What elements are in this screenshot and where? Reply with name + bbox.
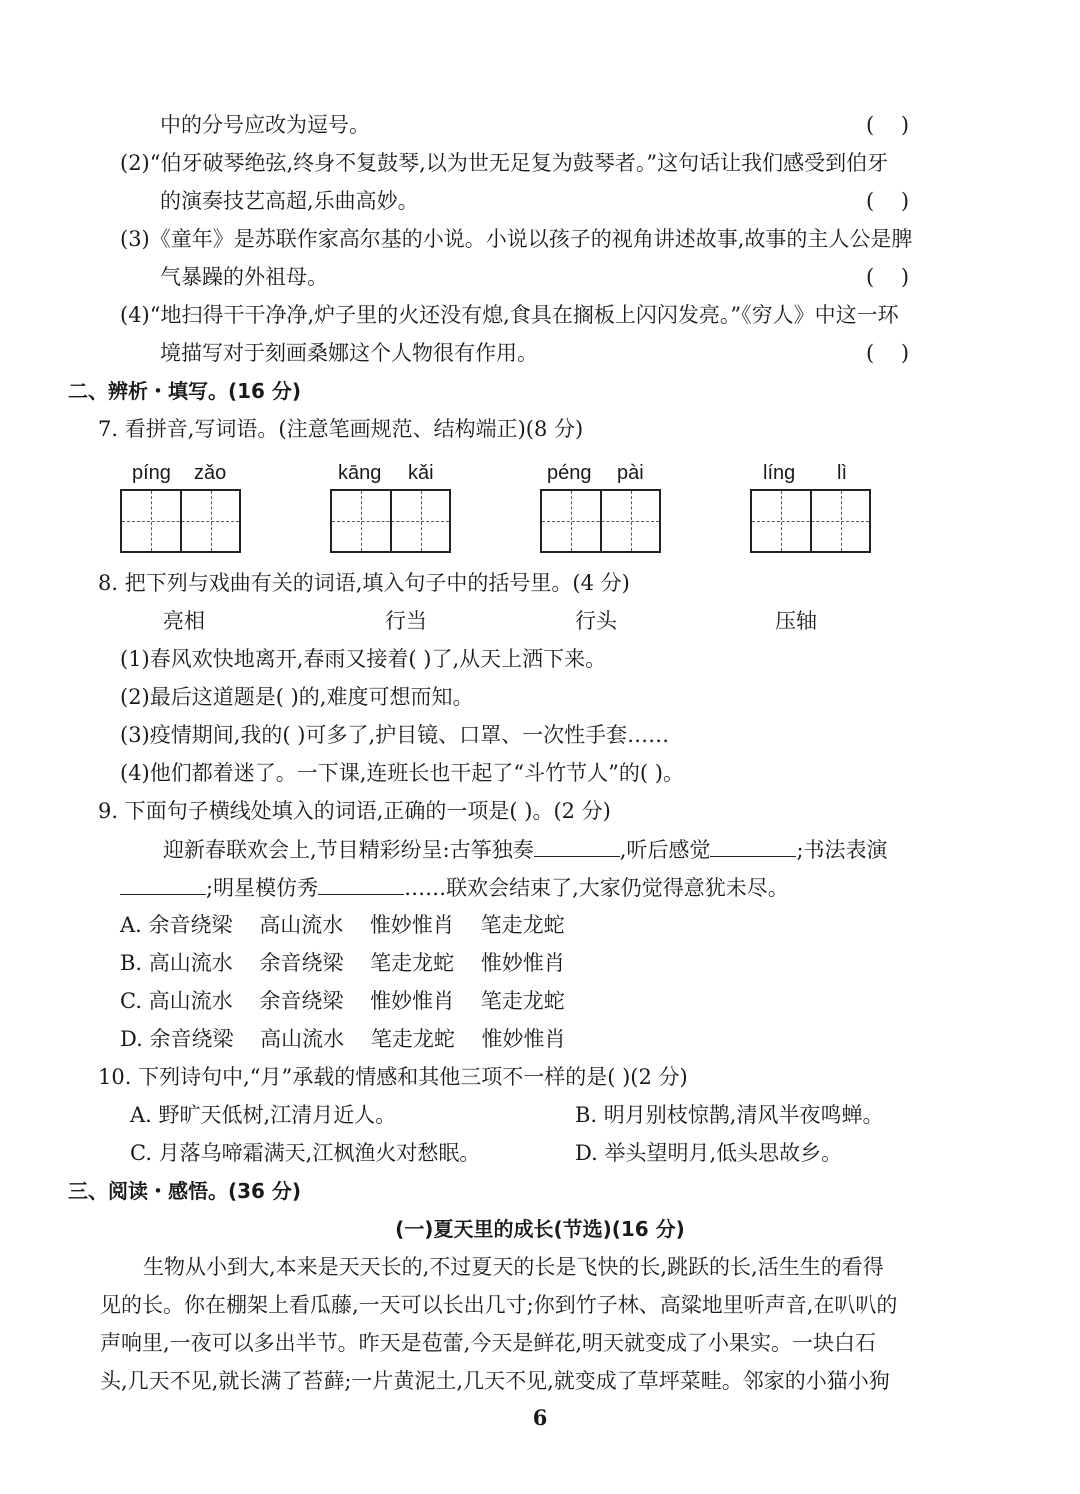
pinyin: pài: [617, 462, 644, 484]
q8-sentence-2: (2)最后这道题是( )的,难度可想而知。: [120, 685, 474, 709]
pinyin: lì: [837, 462, 847, 484]
section2-heading: 二、辨析・填写。(16 分): [68, 379, 302, 403]
q9-option-d[interactable]: D. 余音绕梁 高山流水 笔走龙蛇 惟妙惟肖: [120, 1027, 566, 1051]
q9-passage-line1: 迎新春联欢会上,节目精彩纷呈:古筝独奏 ,听后感觉 ;书法表演: [163, 834, 888, 865]
q10-option-d[interactable]: D. 举头望明月,低头思故乡。: [575, 1141, 843, 1165]
q8-prompt: 8. 把下列与戏曲有关的词语,填入句子中的括号里。(4 分): [98, 571, 630, 595]
q10-prompt: 10. 下列诗句中,“月”承载的情感和其他三项不一样的是( )(2 分): [98, 1065, 688, 1089]
q9-option-a[interactable]: A. 余音绕梁 高山流水 惟妙惟肖 笔走龙蛇: [120, 913, 565, 937]
answer-paren[interactable]: ( ): [866, 265, 910, 289]
q8-sentence-1: (1)春风欢快地离开,春雨又接着( )了,从天上洒下来。: [120, 647, 607, 671]
reading-line: 生物从小到大,本来是天天长的,不过夏天的长是飞快的长,跳跃的长,活生生的看得: [143, 1255, 884, 1279]
q7-prompt: 7. 看拼音,写词语。(注意笔画规范、结构端正)(8 分): [98, 417, 584, 441]
pinyin: líng: [763, 462, 796, 484]
writing-grid[interactable]: [540, 489, 661, 553]
q6-item3-line1: (3)《童年》是苏联作家高尔基的小说。小说以孩子的视角讲述故事,故事的主人公是脾: [120, 227, 913, 251]
fill-blank[interactable]: [710, 834, 796, 857]
page-number: 6: [532, 1405, 548, 1430]
q8-option: 亮相: [163, 609, 205, 633]
section3-heading: 三、阅读・感悟。(36 分): [68, 1179, 302, 1203]
pinyin: píng: [132, 462, 171, 484]
answer-paren[interactable]: ( ): [866, 341, 910, 365]
pinyin: péng: [547, 462, 592, 484]
fill-blank[interactable]: [120, 872, 206, 895]
pinyin: kǎi: [408, 462, 434, 484]
pinyin: zǎo: [194, 462, 227, 484]
reading-title: (一)夏天里的成长(节选)(16 分): [395, 1217, 685, 1241]
q6-item4-line2: 境描写对于刻画桑娜这个人物很有作用。: [160, 341, 538, 365]
q10-option-c[interactable]: C. 月落乌啼霜满天,江枫渔火对愁眠。: [130, 1141, 481, 1165]
writing-grid[interactable]: [750, 489, 871, 553]
q6-item4-line1: (4)“地扫得干干净净,炉子里的火还没有熄,食具在搁板上闪闪发亮。”《穷人》中这一环: [120, 303, 899, 327]
q9-passage-line2: ;明星模仿秀 ……联欢会结束了,大家仍觉得意犹未尽。: [120, 872, 789, 903]
q6-item2-line1: (2)“伯牙破琴绝弦,终身不复鼓琴,以为世无足复为鼓琴者。”这句话让我们感受到伯牙: [120, 151, 889, 175]
q8-sentence-4: (4)他们都着迷了。一下课,连班长也干起了“斗竹节人”的( )。: [120, 761, 684, 785]
q8-option: 压轴: [775, 609, 817, 633]
q6-item1-continuation: 中的分号应改为逗号。: [160, 113, 370, 137]
pinyin: kāng: [338, 462, 382, 484]
q6-item2-line2: 的演奏技艺高超,乐曲高妙。: [160, 189, 419, 213]
q8-sentence-3: (3)疫情期间,我的( )可多了,护目镜、口罩、一次性手套……: [120, 723, 670, 747]
reading-line: 头,几天不见,就长满了苔藓;一片黄泥土,几天不见,就变成了草坪菜畦。邻家的小猫小狗: [100, 1369, 890, 1393]
q8-option: 行头: [575, 609, 617, 633]
q10-option-a[interactable]: A. 野旷天低树,江清月近人。: [130, 1103, 397, 1127]
q8-option: 行当: [385, 609, 427, 633]
answer-paren[interactable]: ( ): [866, 189, 910, 213]
q9-option-b[interactable]: B. 高山流水 余音绕梁 笔走龙蛇 惟妙惟肖: [120, 951, 565, 975]
writing-grid[interactable]: [330, 489, 451, 553]
reading-line: 声响里,一夜可以多出半节。昨天是苞蕾,今天是鲜花,明天就变成了小果实。一块白石: [100, 1331, 877, 1355]
q10-option-b[interactable]: B. 明月别枝惊鹊,清风半夜鸣蝉。: [575, 1103, 884, 1127]
reading-line: 见的长。你在棚架上看瓜藤,一天可以长出几寸;你到竹子林、高粱地里听声音,在叭叭的: [100, 1293, 898, 1317]
writing-grid[interactable]: [120, 489, 241, 553]
answer-paren[interactable]: ( ): [866, 113, 910, 137]
q9-option-c[interactable]: C. 高山流水 余音绕梁 惟妙惟肖 笔走龙蛇: [120, 989, 565, 1013]
q6-item3-line2: 气暴躁的外祖母。: [160, 265, 328, 289]
fill-blank[interactable]: [534, 834, 620, 857]
q9-prompt: 9. 下面句子横线处填入的词语,正确的一项是( )。(2 分): [98, 799, 611, 823]
fill-blank[interactable]: [318, 872, 404, 895]
